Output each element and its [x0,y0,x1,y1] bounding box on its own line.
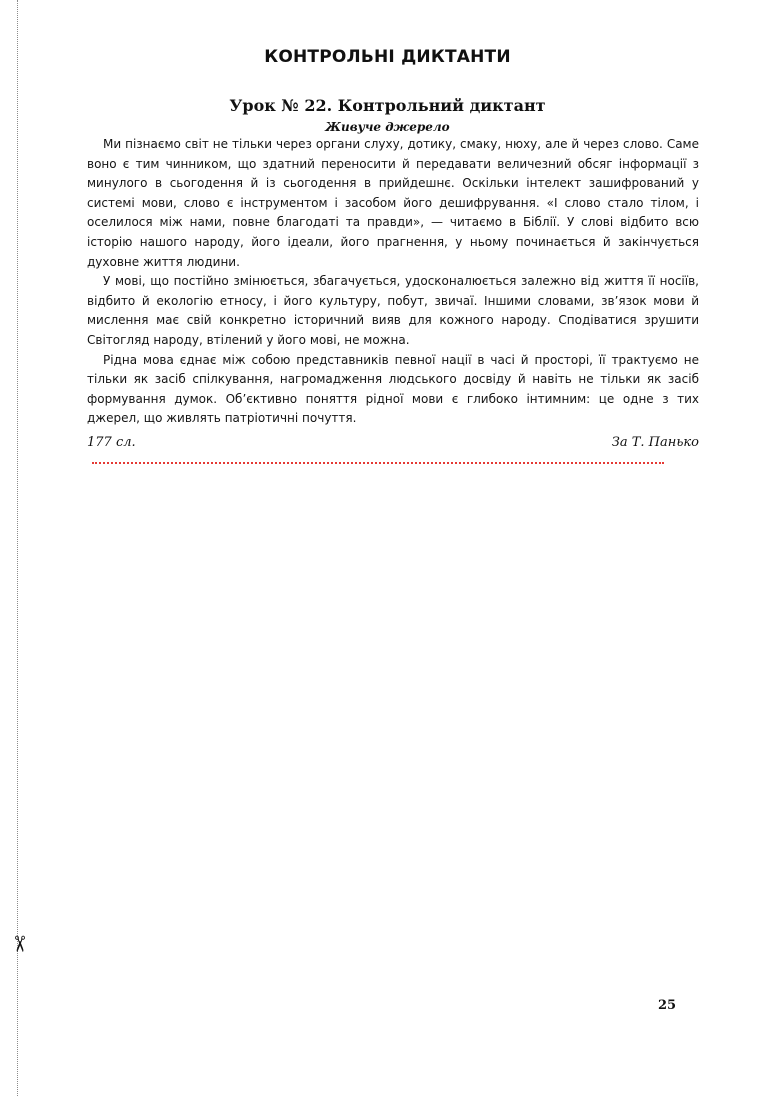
section-title: КОНТРОЛЬНІ ДИКТАНТИ [264,47,511,67]
text-footer [87,435,699,455]
paragraph: Ми пізнаємо світ не тільки через органи слуху, дотику, смаку, нюху, але й через слово. Саме воно є тим чинником, що здатний переносити й передавати величезний обсяг інформації з минулого в сьогодення й із сьогодення в прийдешнє. Оскільки інтелект зашифрований у системі мови, слово є інструментом і засобом його дешифрування. «І слово стало тілом, і оселилося між нами, повне благодаті та правди», — читаємо в Біблії. У слові відбито всю історію нашого народу, його ідеали, його прагнення, у ньому починається й закінчується духовне життя людини. [87,137,699,269]
cut-line [17,0,18,1096]
lesson-title: Урок № 22. Контрольний диктант [229,96,546,115]
page-number: 25 [658,998,677,1013]
paragraph: Рідна мова єднає між собою представників певної нації в часі й просторі, її трактуємо не тільки як засіб спілкування, нагромадження людського досвіду й навіть не тільки як засіб формування думок. Об’єктивно поняття рідної мови є глибоко інтимним: це одне з тих джерел, що живлять патріотичні почуття. [87,352,699,426]
red-dotted-divider [92,462,664,464]
paragraph: У мові, що постійно змінюється, збагачується, удосконалюється залежно від життя її носіїв, відбито й екологію етносу, і його культуру, побут, звичаї. Іншими словами, зв’язок мови й мислення має свій конкретно історичний вияв для кожного народу. Сподіватися зрушити Світогляд народу, втілений у його мові, не можна. [87,274,699,347]
text-title: Живуче джерело [325,120,450,134]
author-attribution: За Т. Панько [611,435,699,450]
dictation-text [87,135,699,429]
word-count: 177 сл. [87,435,136,450]
scissors-icon: ✂ [6,934,31,954]
